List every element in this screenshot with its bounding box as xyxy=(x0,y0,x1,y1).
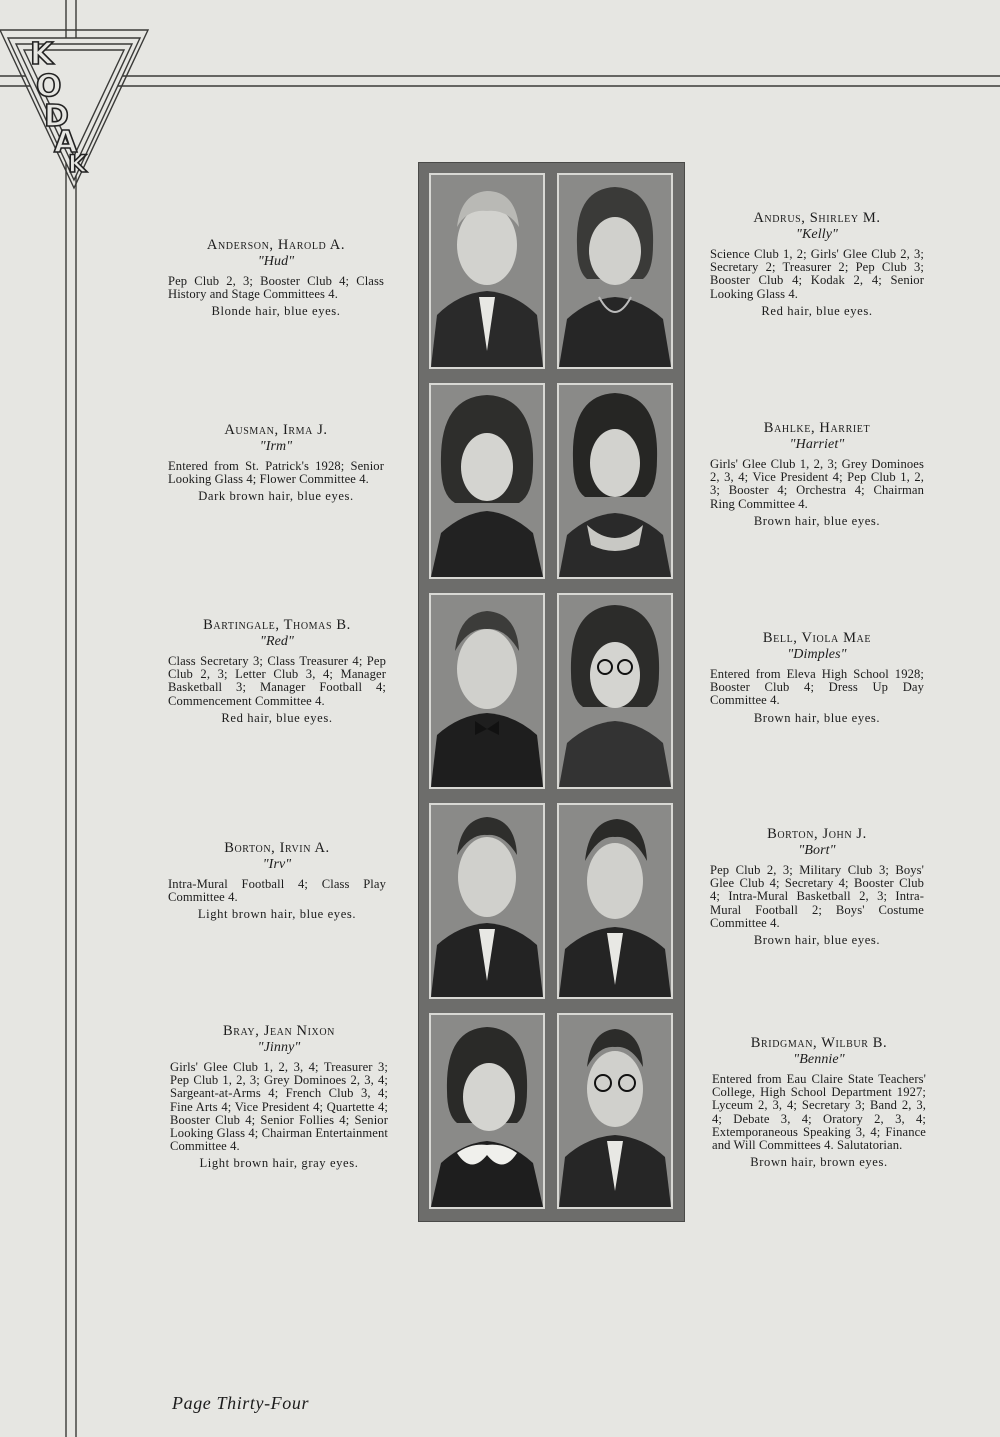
portrait-photo-anderson xyxy=(429,173,545,369)
student-hair-eyes: Brown hair, blue eyes. xyxy=(753,933,881,948)
portrait-photo-andrus xyxy=(557,173,673,369)
student-hair-eyes: Blonde hair, blue eyes. xyxy=(211,304,341,319)
student-bio-borton-john xyxy=(710,826,924,947)
logo-letter: K xyxy=(68,150,87,178)
page-number: Page Thirty-Four xyxy=(172,1393,310,1413)
student-nickname: "Red" xyxy=(259,634,295,649)
portrait-photo-borton-irvin xyxy=(429,803,545,999)
student-bio-bell xyxy=(710,630,924,725)
student-nickname: "Jinny" xyxy=(257,1040,301,1055)
student-name: Borton, John J. xyxy=(767,826,867,842)
student-name: Bray, Jean Nixon xyxy=(222,1023,335,1039)
student-nickname: "Kelly" xyxy=(795,227,838,242)
student-hair-eyes: Red hair, blue eyes. xyxy=(221,710,333,725)
student-name: Andrus, Shirley M. xyxy=(753,210,881,226)
student-activities: Pep Club 2, 3; Booster Club 4; Class History and Stage Committees 4. xyxy=(168,274,384,302)
logo-letter: D xyxy=(44,99,69,134)
logo-letter: A xyxy=(54,125,78,160)
student-nickname: "Bennie" xyxy=(793,1052,845,1067)
student-hair-eyes: Brown hair, brown eyes. xyxy=(750,1155,888,1170)
portrait-photo-bell xyxy=(557,593,673,789)
portrait-photo-borton-john xyxy=(557,803,673,999)
portrait-photo-ausman xyxy=(429,383,545,579)
portrait-photo-bahlke xyxy=(557,383,673,579)
student-activities: Girls' Glee Club 1, 2, 3, 4; Treasurer 3; Pep Club 1, 2, 3; Grey Dominoes 2, 3, 4; Sargeant-at-Arms 4; French Club 3, 4; Fine Arts 4; Vice President 4; Quartette 4; Booster Club 4; Senior Follies 4; Senior Looking Glass 4; Chairman Entertainment Committee 4. xyxy=(170,1060,388,1154)
student-bio-bridgman xyxy=(712,1035,926,1169)
student-activities: Girls' Glee Club 1, 2, 3; Grey Dominoes 2, 3, 4; Vice President 4; Pep Club 1, 2, 3; Booster 4; Orchestra 4; Chairman Ring Committee 4. xyxy=(710,457,924,511)
student-hair-eyes: Light brown hair, gray eyes. xyxy=(199,1156,359,1171)
student-hair-eyes: Brown hair, blue eyes. xyxy=(753,710,881,725)
student-nickname: "Irm" xyxy=(259,439,293,454)
student-name: Borton, Irvin A. xyxy=(224,840,330,856)
student-activities: Intra-Mural Football 4; Class Play Committee 4. xyxy=(168,877,386,905)
student-name: Anderson, Harold A. xyxy=(206,237,346,253)
student-bio-borton-irvin xyxy=(168,840,386,922)
portrait-photo-bartingale xyxy=(429,593,545,789)
student-nickname: "Irv" xyxy=(262,857,292,872)
student-bio-anderson xyxy=(168,237,384,319)
student-activities: Pep Club 2, 3; Military Club 3; Boys' Glee Club 4; Secretary 4; Booster Club 4; Intra-Mural Basketball 2, 3; Intra-Mural Football 2; Boys' Costume Committee 4. xyxy=(710,863,924,930)
student-activities: Science Club 1, 2; Girls' Glee Club 2, 3; Secretary 2; Treasurer 2; Pep Club 3; Booster Club 4; Kodak 2, 4; Senior Looking Glass 4. xyxy=(710,247,924,301)
student-name: Bridgman, Wilbur B. xyxy=(750,1035,888,1051)
logo-letter: O xyxy=(36,69,62,104)
student-activities: Entered from Eau Claire State Teachers' College, High School Department 1927; Lyceum 2, 3, 4; Secretary 3; Band 2, 3, 4; Debate 3, 4; Oratory 2, 3, 4; Extemporaneous Speaking 3, 4; Finance and Will Committees 4. Salutatorian. xyxy=(712,1072,926,1153)
student-name: Bell, Viola Mae xyxy=(762,630,872,646)
student-bio-bahlke xyxy=(710,420,924,528)
student-activities: Class Secretary 3; Class Treasurer 4; Pep Club 2, 3; Letter Club 3, 4; Manager Basketball 3; Manager Football 4; Commencement Committee 4. xyxy=(168,654,386,708)
student-nickname: "Dimples" xyxy=(787,647,847,662)
student-activities: Entered from Eleva High School 1928; Booster Club 4; Dress Up Day Committee 4. xyxy=(710,667,924,708)
student-bio-andrus xyxy=(710,210,924,318)
portrait-photo-bray xyxy=(429,1013,545,1209)
photo-strip xyxy=(418,162,685,1222)
student-nickname: "Hud" xyxy=(257,254,295,269)
student-bio-bartingale xyxy=(168,617,386,725)
student-name: Bartingale, Thomas B. xyxy=(203,617,351,633)
student-name: Ausman, Irma J. xyxy=(224,422,328,438)
student-activities: Entered from St. Patrick's 1928; Senior Looking Glass 4; Flower Committee 4. xyxy=(168,459,384,487)
student-hair-eyes: Red hair, blue eyes. xyxy=(761,303,873,318)
portrait-photo-bridgman xyxy=(557,1013,673,1209)
student-nickname: "Bort" xyxy=(798,843,836,858)
student-name: Bahlke, Harriet xyxy=(763,420,871,436)
student-hair-eyes: Dark brown hair, blue eyes. xyxy=(198,489,354,504)
student-bio-bray xyxy=(170,1023,388,1171)
student-nickname: "Harriet" xyxy=(789,437,845,452)
student-bio-ausman xyxy=(168,422,384,504)
logo-letter: K xyxy=(30,37,54,72)
student-hair-eyes: Brown hair, blue eyes. xyxy=(753,513,881,528)
student-hair-eyes: Light brown hair, blue eyes. xyxy=(197,907,357,922)
